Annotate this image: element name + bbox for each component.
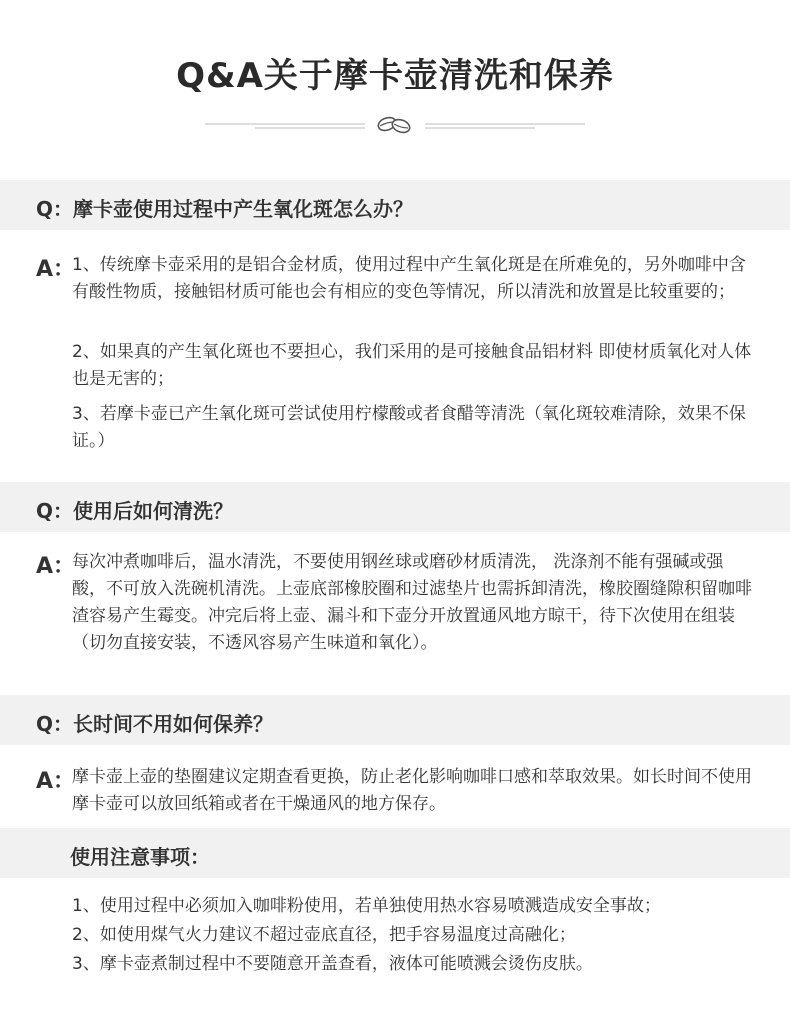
answer-paragraph: 1、传统摩卡壶采用的是铝合金材质，使用过程中产生氧化斑是在所难免的，另外咖啡中含有酸性物质，接触铝材质可能也会有相应的变色等情况，所以清洗和放置是比较重要的； (72, 255, 746, 302)
answer-paragraph: 每次冲煮咖啡后，温水清洗，不要使用钢丝球或磨砂材质清洗， 洗涤剂不能有强碱或强酸，不可放入洗碗机清洗。上壶底部橡胶圈和过滤垫片也需拆卸清洗，橡胶圈缝隙积留咖啡渣容易产生霉变。冲完后将上壶、漏斗和下壶分开放置通风地方晾干，待下次使用在组装（切勿直接安装，不透风容易产生味道和氧化）。 (72, 552, 752, 653)
answer-label: A： (36, 769, 76, 794)
answer-label: A： (36, 554, 76, 579)
notice-list (72, 892, 762, 979)
question-text: Q：摩卡壶使用过程中产生氧化斑怎么办？ (36, 197, 414, 221)
question-bar-oxidation (0, 180, 790, 230)
notice-heading: 使用注意事项： (70, 845, 210, 869)
answer-paragraph: 3、若摩卡壶已产生氧化斑可尝试使用柠檬酸或者食醋等清洗（氧化斑较难清除，效果不保证。） (72, 404, 746, 451)
title-divider (205, 110, 585, 140)
question-bar-storage (0, 695, 790, 745)
answer-paragraph: 摩卡壶上壶的垫圈建议定期查看更换，防止老化影响咖啡口感和萃取效果。如长时间不使用摩卡壶可以放回纸箱或者在干燥通风的地方保存。 (72, 767, 752, 814)
question-text: Q：使用后如何清洗？ (36, 499, 234, 523)
question-bar-cleaning (0, 482, 790, 532)
list-item: 3、摩卡壶煮制过程中不要随意开盖查看，液体可能喷溅会烫伤皮肤。 (72, 954, 593, 974)
list-item: 2、如使用煤气火力建议不超过壶底直径，把手容易温度过高融化； (72, 925, 576, 945)
answer-label: A： (36, 257, 76, 282)
coffee-beans-icon (376, 115, 411, 134)
notice-bar (0, 828, 790, 878)
list-item: 1、使用过程中必须加入咖啡粉使用，若单独使用热水容易喷溅造成安全事故； (72, 896, 661, 916)
question-text: Q：长时间不用如何保养？ (36, 712, 274, 736)
page-title: Q&A关于摩卡壶清洗和保养 (176, 56, 614, 96)
answer-paragraph: 2、如果真的产生氧化斑也不要担心，我们采用的是可接触食品铝材料 即使材质氧化对人体也是无害的； (72, 342, 752, 389)
